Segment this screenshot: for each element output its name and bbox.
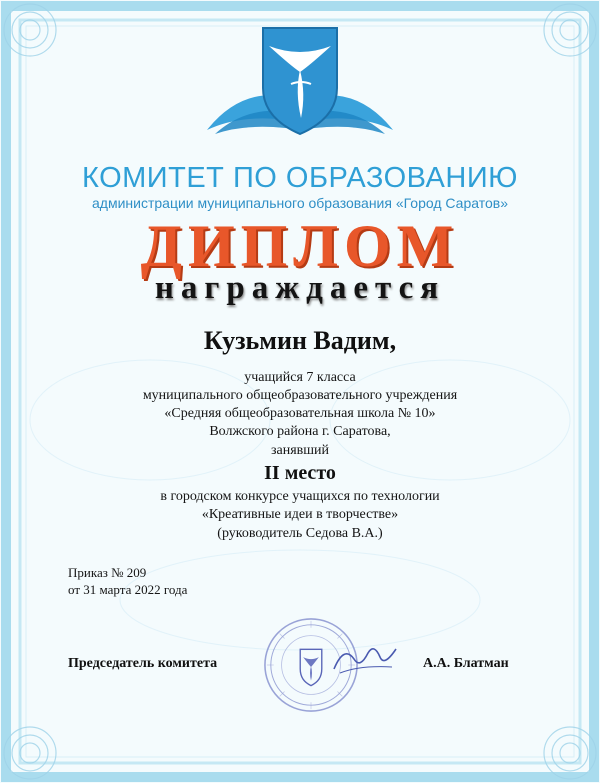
awarded-heading: награждается — [154, 270, 446, 306]
signer-name: А.А. Блатман — [423, 656, 509, 671]
administration-subtitle: администрации муниципального образования «Город Саратов» — [92, 195, 508, 211]
contest-line: (руководитель Седова В.А.) — [217, 526, 383, 541]
saratov-coat-of-arms-icon — [205, 22, 395, 152]
detail-line: занявший — [270, 443, 330, 458]
detail-line: «Средняя общеобразовательная школа № 10» — [164, 406, 436, 421]
contest-line: «Креативные идеи в творчестве» — [201, 507, 399, 522]
place-award: II место — [264, 462, 336, 484]
recipient-name: Кузьмин Вадим, — [203, 326, 397, 355]
detail-line: Волжского района г. Саратова, — [209, 424, 391, 439]
detail-line: муниципального общеобразовательного учреждения — [142, 388, 458, 403]
detail-line: учащийся 7 класса — [244, 370, 356, 385]
chairman-title: Председатель комитета — [68, 656, 218, 671]
handwritten-signature — [330, 635, 400, 680]
order-number: Приказ № 209 — [68, 565, 147, 580]
contest-line: в городском конкурсе учащихся по технологии — [160, 489, 440, 504]
order-date: от 31 марта 2022 года — [68, 582, 188, 597]
committee-title: КОМИТЕТ ПО ОБРАЗОВАНИЮ — [82, 162, 518, 194]
diploma-title: ДИПЛОМ — [140, 213, 460, 279]
